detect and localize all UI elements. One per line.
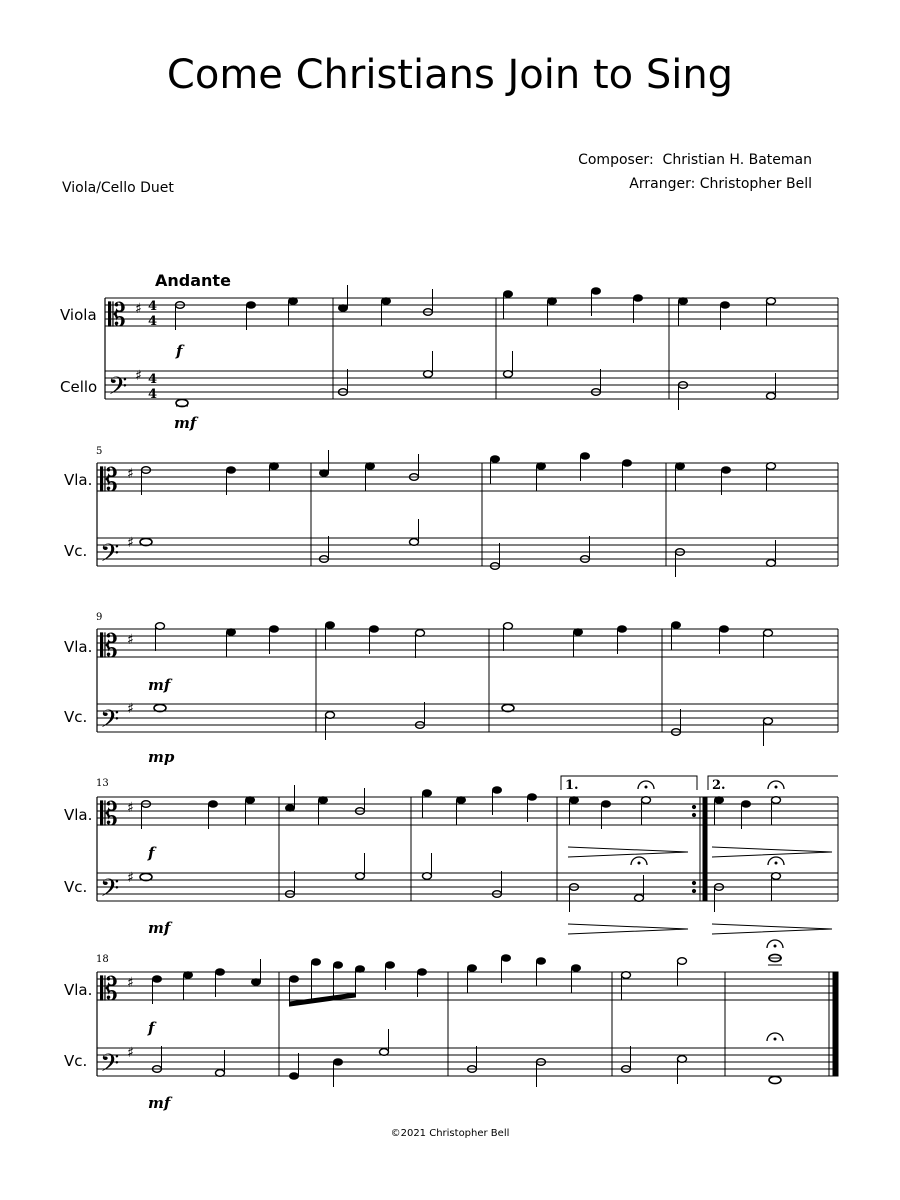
arranger-credit: Arranger: Christopher Bell (629, 176, 812, 192)
time-signature-bottom: 4 (148, 314, 158, 329)
cello-staff (105, 371, 838, 399)
repeat-barline (692, 797, 707, 901)
tempo-marking: Andante (155, 271, 231, 290)
cello-label: Vc. (64, 878, 88, 896)
viola-label: Vla. (64, 638, 93, 656)
system-5 (64, 940, 838, 1112)
cello-notes (140, 519, 776, 577)
bass-clef-icon: 𝄢 (100, 539, 120, 574)
second-ending-label: 2. (712, 778, 726, 793)
measure-number: 9 (96, 612, 103, 623)
volta-brackets (561, 776, 838, 790)
cello-notes (153, 1029, 782, 1087)
barlines (333, 298, 838, 399)
viola-label: Vla. (64, 471, 93, 489)
viola-notes (142, 785, 781, 829)
key-sharp-icon: ♯ (127, 632, 134, 648)
bass-clef-icon: 𝄢 (100, 705, 120, 740)
key-sharp-icon: ♯ (127, 975, 134, 991)
viola-label: Vla. (64, 806, 93, 824)
cello-dynamic: mp (148, 748, 175, 766)
cello-label: Vc. (64, 542, 88, 560)
viola-notes (156, 622, 773, 658)
first-ending-label: 1. (565, 778, 579, 793)
key-sharp-icon: ♯ (127, 466, 134, 482)
system-2 (64, 446, 838, 577)
cello-label: Vc. (64, 1052, 88, 1070)
viola-dynamic: mf (148, 676, 171, 694)
alto-clef-icon: 𝄡 (100, 461, 118, 499)
ensemble-label: Viola/Cello Duet (62, 180, 174, 196)
viola-notes (142, 450, 776, 495)
viola-label: Vla. (64, 981, 93, 999)
key-sharp-icon: ♯ (127, 701, 134, 717)
cello-label: Cello (60, 378, 98, 396)
cello-dynamic: mf (174, 414, 197, 432)
system-4 (64, 776, 838, 937)
alto-clef-icon: 𝄡 (100, 795, 118, 833)
bass-clef-icon: 𝄢 (100, 1049, 120, 1084)
viola-label: Viola (60, 306, 97, 324)
measure-number: 18 (96, 954, 109, 965)
time-signature-top: 4 (148, 372, 158, 387)
bass-clef-icon: 𝄢 (100, 874, 120, 909)
system-1 (60, 271, 838, 432)
alto-clef-icon: 𝄡 (100, 627, 118, 665)
cello-notes (176, 351, 776, 410)
viola-dynamic: f (176, 342, 183, 360)
barlines (279, 972, 725, 1076)
cello-label: Vc. (64, 708, 88, 726)
final-barline (829, 972, 838, 1076)
composer-credit: Composer: Christian H. Bateman (578, 152, 812, 168)
key-sharp-icon: ♯ (127, 870, 134, 886)
key-sharp-icon: ♯ (127, 1045, 134, 1061)
viola-dynamic: f (148, 1019, 155, 1037)
cello-dynamic: mf (148, 919, 171, 937)
viola-staff (97, 629, 838, 657)
barlines (316, 629, 838, 732)
measure-number: 13 (96, 778, 109, 789)
cello-staff (97, 873, 838, 901)
viola-notes (153, 954, 783, 1006)
key-sharp-icon: ♯ (135, 368, 142, 384)
key-sharp-icon: ♯ (127, 800, 134, 816)
key-sharp-icon: ♯ (135, 301, 142, 317)
time-signature-bottom: 4 (148, 387, 158, 402)
score-title: Come Christians Join to Sing (166, 52, 734, 98)
alto-clef-icon: 𝄡 (108, 296, 126, 334)
cello-notes (154, 702, 773, 746)
copyright-notice: ©2021 Christopher Bell (390, 1128, 510, 1139)
cello-notes (140, 853, 781, 912)
measure-number: 5 (96, 446, 103, 457)
barlines (311, 463, 838, 566)
cello-staff (97, 704, 838, 732)
cello-staff (97, 1048, 838, 1076)
viola-dynamic: f (148, 844, 155, 862)
cello-staff (97, 538, 838, 566)
key-sharp-icon: ♯ (127, 535, 134, 551)
system-3 (64, 612, 838, 766)
time-signature-top: 4 (148, 299, 158, 314)
viola-notes (176, 285, 776, 330)
alto-clef-icon: 𝄡 (100, 970, 118, 1008)
cello-dynamic: mf (148, 1094, 171, 1112)
bass-clef-icon: 𝄢 (108, 372, 128, 407)
